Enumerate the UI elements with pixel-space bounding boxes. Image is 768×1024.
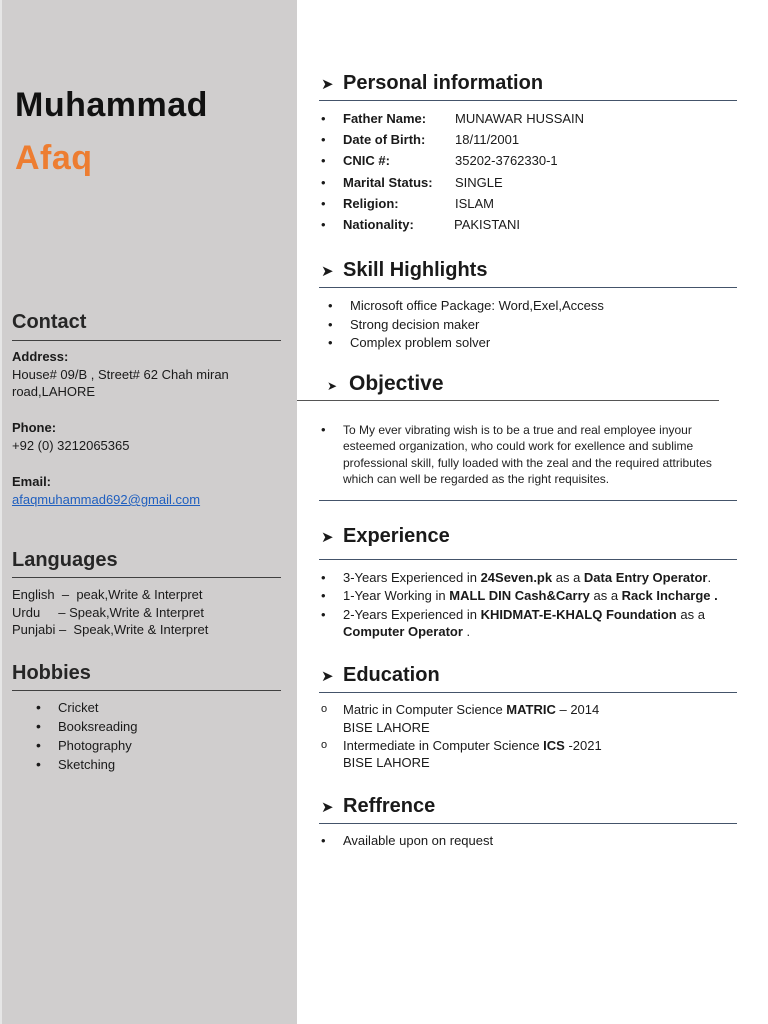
bullet-icon: • xyxy=(321,570,326,585)
bullet-icon: • xyxy=(328,298,333,313)
bullet-icon: • xyxy=(321,422,326,437)
address-line-2: road,LAHORE xyxy=(12,384,96,399)
languages-heading: Languages xyxy=(12,549,118,571)
bullet-icon: • xyxy=(321,833,326,848)
reference-title: Reffrence xyxy=(343,795,436,817)
info-value: 18/11/2001 xyxy=(455,132,520,147)
contact-heading: Contact xyxy=(12,311,87,333)
arrow-right-icon: ➤ xyxy=(321,799,334,816)
personal-info-heading xyxy=(321,72,543,95)
address-label: Address: xyxy=(12,349,69,364)
arrow-right-icon: ➤ xyxy=(321,668,334,685)
arrow-right-icon: ➤ xyxy=(321,76,334,93)
skills-title: Skill Highlights xyxy=(343,259,488,281)
education-text: Intermediate in Computer Science ICS -2021 xyxy=(343,738,602,753)
bullet-icon: • xyxy=(328,335,333,350)
bullet-icon: • xyxy=(321,588,326,603)
experience-title: Experience xyxy=(343,525,450,547)
education-board: BISE LAHORE xyxy=(343,720,430,735)
hobbies-divider xyxy=(12,690,281,691)
education-heading xyxy=(321,664,440,687)
objective-title: Objective xyxy=(349,372,444,395)
experience-heading xyxy=(321,525,450,548)
hobby-item: • Photography xyxy=(36,736,138,755)
experience-divider xyxy=(319,559,737,560)
reference-text: Available upon on request xyxy=(343,833,494,848)
language-urdu: Urdu – Speak,Write & Interpret xyxy=(12,605,204,620)
hobbies-heading: Hobbies xyxy=(12,662,91,684)
info-value: MUNAWAR HUSSAIN xyxy=(455,111,585,126)
info-label: Nationality: xyxy=(343,217,414,232)
education-text: Matric in Computer Science MATRIC – 2014 xyxy=(343,702,600,717)
circle-bullet-icon: o xyxy=(321,703,328,715)
circle-bullet-icon: o xyxy=(321,739,328,751)
arrow-right-icon: ➤ xyxy=(327,379,338,393)
experience-text: 1-Year Working in MALL DIN Cash&Carry as a Rack Incharge . xyxy=(343,588,718,603)
languages-divider xyxy=(12,577,281,578)
language-punjabi: Punjabi – Speak,Write & Interpret xyxy=(12,622,209,637)
phone-label: Phone: xyxy=(12,420,57,435)
hobby-item: • Booksreading xyxy=(36,717,138,736)
reference-divider xyxy=(319,823,737,824)
objective-bottom-divider xyxy=(319,500,737,501)
experience-item-continued: Computer Operator . xyxy=(343,624,471,639)
info-label: Father Name: xyxy=(343,111,427,126)
language-english: English – peak,Write & Interpret xyxy=(12,587,203,602)
info-value: ISLAM xyxy=(455,196,495,211)
info-label: CNIC #: xyxy=(343,153,390,168)
experience-text: 2-Years Experienced in KHIDMAT-E-KHALQ Foundation as a xyxy=(343,607,705,622)
hobby-item: • Sketching xyxy=(36,755,138,774)
arrow-right-icon: ➤ xyxy=(321,529,334,546)
bullet-icon: • xyxy=(321,111,326,126)
skill-text: Complex problem solver xyxy=(350,335,491,350)
info-value: 35202-3762330-1 xyxy=(455,153,558,168)
first-name: Muhammad xyxy=(15,86,208,124)
info-value: SINGLE xyxy=(455,175,503,190)
bullet-icon: • xyxy=(321,175,326,190)
email-link[interactable]: afaqmuhammad692@gmail.com xyxy=(12,492,201,507)
bullet-icon: • xyxy=(321,132,326,147)
phone-value: +92 (0) 3212065365 xyxy=(12,438,130,453)
bullet-icon: • xyxy=(321,196,326,211)
skills-divider xyxy=(319,287,737,288)
info-label: Date of Birth: xyxy=(343,132,426,147)
objective-divider xyxy=(297,400,719,401)
hobbies-list xyxy=(36,698,138,774)
experience-text: 3-Years Experienced in 24Seven.pk as a Data Entry Operator. xyxy=(343,570,712,585)
education-board: BISE LAHORE xyxy=(343,755,430,770)
education-divider xyxy=(319,692,737,693)
education-title: Education xyxy=(343,664,440,686)
objective-heading xyxy=(327,372,444,396)
skill-text: Microsoft office Package: Word,Exel,Access xyxy=(350,298,604,313)
personal-info-title: Personal information xyxy=(343,72,544,94)
info-label: Marital Status: xyxy=(343,175,433,190)
address-line-1: House# 09/B , Street# 62 Chah miran xyxy=(12,367,229,382)
info-label: Religion: xyxy=(343,196,399,211)
reference-heading xyxy=(321,795,435,818)
bullet-icon: • xyxy=(321,607,326,622)
bullet-icon: • xyxy=(321,217,326,232)
bullet-icon: • xyxy=(321,153,326,168)
objective-text: To My ever vibrating wish is to be a true and real employee inyour esteemed organization, who could work for exellence and sublime professional skill, fully loaded with the zeal and the required attributes which can well be regarded as the right requisites. xyxy=(343,423,712,486)
skill-text: Strong decision maker xyxy=(350,317,480,332)
skills-heading xyxy=(321,259,487,282)
info-value: PAKISTANI xyxy=(454,217,520,232)
email-label: Email: xyxy=(12,474,52,489)
hobby-item: • Cricket xyxy=(36,698,138,717)
arrow-right-icon: ➤ xyxy=(321,263,334,280)
bullet-icon: • xyxy=(328,317,333,332)
contact-divider xyxy=(12,340,281,341)
personal-info-divider xyxy=(319,100,737,101)
last-name: Afaq xyxy=(15,139,93,177)
